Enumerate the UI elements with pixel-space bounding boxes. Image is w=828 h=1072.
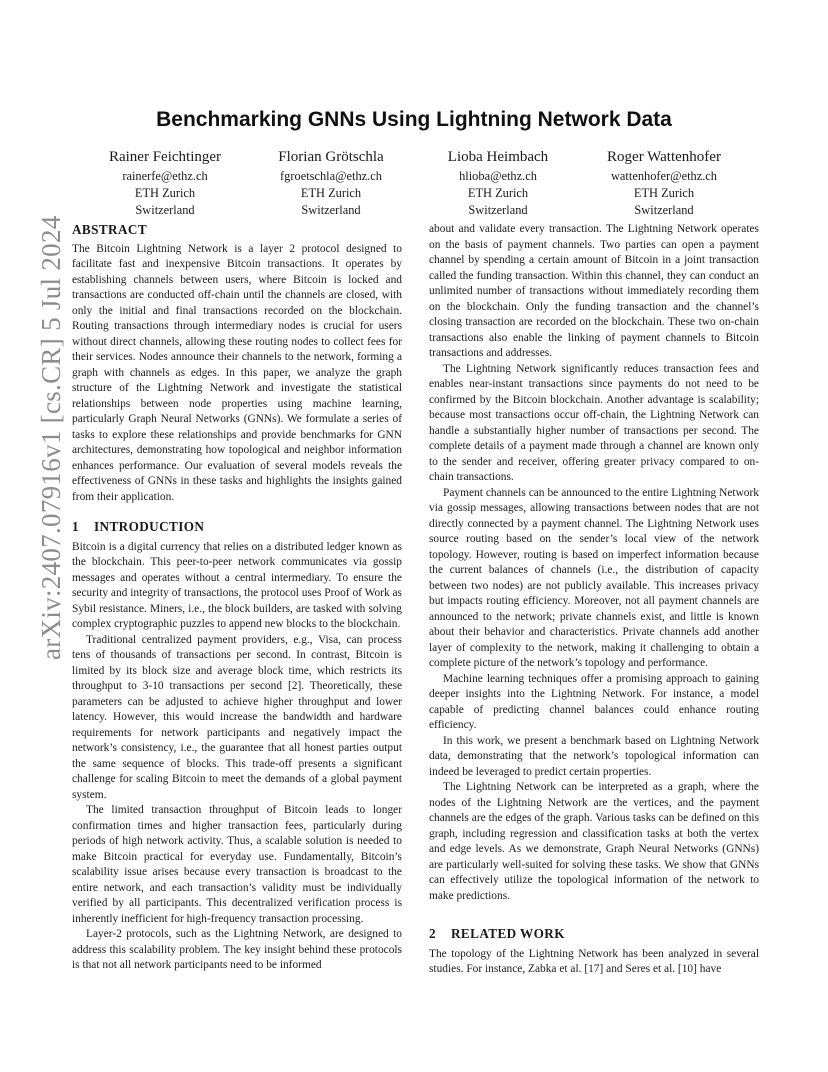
body-paragraph: about and validate every transaction. The Lightning Network operates on the basis of payment channels. Two parties can open a payment channel by spending a certain amount of Bitcoin in a joint transaction called the funding transaction. Within this channel, they can conduct an unlimited number of transactions without immediately recording them on the blockchain. Only the funding transaction and the channel’s closing transaction are recorded on the blockchain. These two on-chain transactions also enable the linking of payment channels to Bitcoin transactions and addresses. bbox=[429, 223, 759, 359]
body-paragraph: The Lightning Network can be interpreted as a graph, where the nodes of the Lightning Network are the vertices, and the payment channels are the edges of the graph. Various tasks can be defined on this graph, including regression and classification tasks at both the vertex and edge levels. As we demonstrate, Graph Neural Networks (GNNs) are particularly well-suited for solving these tasks. We show that GNNs can effectively utilize the topological information of the network to make predictions. bbox=[429, 781, 759, 902]
author-block-4 bbox=[589, 148, 739, 219]
author-name: Rainer Feichtinger bbox=[108, 149, 222, 165]
author-name: Roger Wattenhofer bbox=[607, 149, 721, 165]
author-country: Switzerland bbox=[468, 203, 528, 217]
author-country: Switzerland bbox=[301, 203, 361, 217]
abstract-text: The Bitcoin Lightning Network is a layer 2 protocol designed to facilitate fast and inexpensive Bitcoin transactions. It operates by establishing channels between users, where Bitcoin is locked and transactions are conducted off-chain until the channels are closed, with only the initial and final transactions recorded on the blockchain. Routing transactions through intermediary nodes is crucial for users without direct channels, allowing these routing nodes to collect fees for their services. Nodes announce their channels to the network, forming a graph with channels as edges. In this paper, we analyze the graph structure of the Lightning Network and investigate the statistical relationships between node properties using machine learning, particularly Graph Neural Networks (GNNs). We formulate a series of tasks to explore these relationships and provide benchmarks for GNN architectures, demonstrating how topological and neighbor information enhances performance. Our evaluation of several models reveals the effectiveness of GNNs in these tasks and highlights the insights gained from their application. bbox=[72, 242, 402, 503]
author-email: wattenhofer@ethz.ch bbox=[610, 169, 717, 183]
author-country: Switzerland bbox=[634, 203, 694, 217]
related-work-text: The topology of the Lightning Network has been analyzed in several studies. For instance, Zabka et al. [17] and Seres et al. [10] have bbox=[429, 947, 759, 975]
body-paragraph: In this work, we present a benchmark based on Lightning Network data, demonstrating that the network’s topological information can indeed be leveraged to predict certain properties. bbox=[429, 734, 759, 778]
right-column bbox=[429, 222, 759, 978]
author-affiliation: ETH Zurich bbox=[300, 186, 362, 200]
author-block-2 bbox=[261, 148, 401, 219]
section-number: 2 bbox=[429, 926, 436, 941]
author-email: rainerfe@ethz.ch bbox=[122, 169, 208, 183]
arxiv-side-label: arXiv:2407.07916v1 [cs.CR] 5 Jul 2024 bbox=[36, 215, 66, 660]
body-paragraph: The Lightning Network significantly reduces transaction fees and enables near-instant transactions since payments do not need to be confirmed by the Bitcoin blockchain. Another advantage is scalability; because most transactions occur off-chain, the Lightning Network can handle a substantially higher number of transactions per second. The complete details of a payment made through a channel are known only to the sender and receiver, offering greater privacy compared to on-chain transactions. bbox=[429, 362, 759, 483]
author-affiliation: ETH Zurich bbox=[467, 186, 529, 200]
author-block-3 bbox=[428, 148, 568, 219]
left-column bbox=[72, 222, 402, 974]
abstract-heading: ABSTRACT bbox=[72, 222, 148, 237]
intro-paragraph: Layer-2 protocols, such as the Lightning Network, are designed to address this scalability problem. The key insight behind these protocols is that not all network participants need to be informed bbox=[72, 928, 402, 971]
intro-paragraph: The limited transaction throughput of Bitcoin leads to longer confirmation times and higher transaction fees, particularly during periods of high network activity. Thus, a scalable solution is needed to make Bitcoin practical for everyday use. Fundamentally, Bitcoin’s scalability issue arises because every transaction is broadcast to the entire network, and each transaction’s validity must be individually verified by all participants. This decentralized verification process is inherently inefficient for high-frequency transaction processing. bbox=[72, 804, 402, 925]
paper-title: Benchmarking GNNs Using Lightning Network Data bbox=[156, 108, 672, 131]
intro-paragraph: Bitcoin is a digital currency that relies on a distributed ledger known as the blockchain. This peer-to-peer network communicates via gossip messages and operates without a central intermediary. To ensure the security and integrity of transactions, the protocol uses Proof of Work as Sybil resistance. Miners, i.e., the block builders, are tasked with solving complex cryptographic puzzles to append new blocks to the blockchain. bbox=[72, 540, 402, 630]
author-name: Florian Grötschla bbox=[278, 149, 384, 165]
author-email: fgroetschla@ethz.ch bbox=[280, 169, 382, 183]
intro-paragraph: Traditional centralized payment providers, e.g., Visa, can process tens of thousands of transactions per second. In contrast, Bitcoin is limited by its block size and average block time, which restricts its throughput to 3-10 transactions per second [2]. Theoretically, these parameters can be adjusted to achieve higher throughput and lower latency. However, this would increase the bandwidth and hardware requirements for network participants and negatively impact the network’s consistency, i.e., the guarantee that all honest parties output the same sequence of blocks. This trade-off presents a significant challenge for scaling Bitcoin to meet the demands of a global payment system. bbox=[72, 633, 402, 801]
author-affiliation: ETH Zurich bbox=[633, 186, 695, 200]
section-title: INTRODUCTION bbox=[94, 519, 205, 534]
author-block-1 bbox=[95, 148, 235, 219]
author-email: hlioba@ethz.ch bbox=[459, 169, 537, 183]
author-country: Switzerland bbox=[135, 203, 195, 217]
related-work-heading bbox=[429, 926, 759, 942]
body-paragraph: Machine learning techniques offer a promising approach to gaining deeper insights into the Lightning Network. For instance, a model capable of predicting channel balances could enhance routing efficiency. bbox=[429, 672, 759, 731]
author-affiliation: ETH Zurich bbox=[134, 186, 196, 200]
intro-heading bbox=[72, 519, 402, 535]
author-name: Lioba Heimbach bbox=[447, 149, 549, 165]
body-paragraph: Payment channels can be announced to the entire Lightning Network via gossip messages, allowing transactions between nodes that are not directly connected by a payment channel. The Lightning Network uses source routing based on the sender’s local view of the network topology. However, routing is based on imperfect information because the current balances of channels (i.e., the distribution of capacity between two nodes) are not publicly available. This increases privacy but impacts routing efficiency. Moreover, not all payment channels are announced to the network; private channels exist, and little is known about their behavior and characteristics. Private channels add another layer of complexity to the network, making it challenging to obtain a complete picture of the network’s topology and performance. bbox=[429, 486, 759, 669]
section-title: RELATED WORK bbox=[451, 926, 565, 941]
section-number: 1 bbox=[72, 519, 79, 534]
